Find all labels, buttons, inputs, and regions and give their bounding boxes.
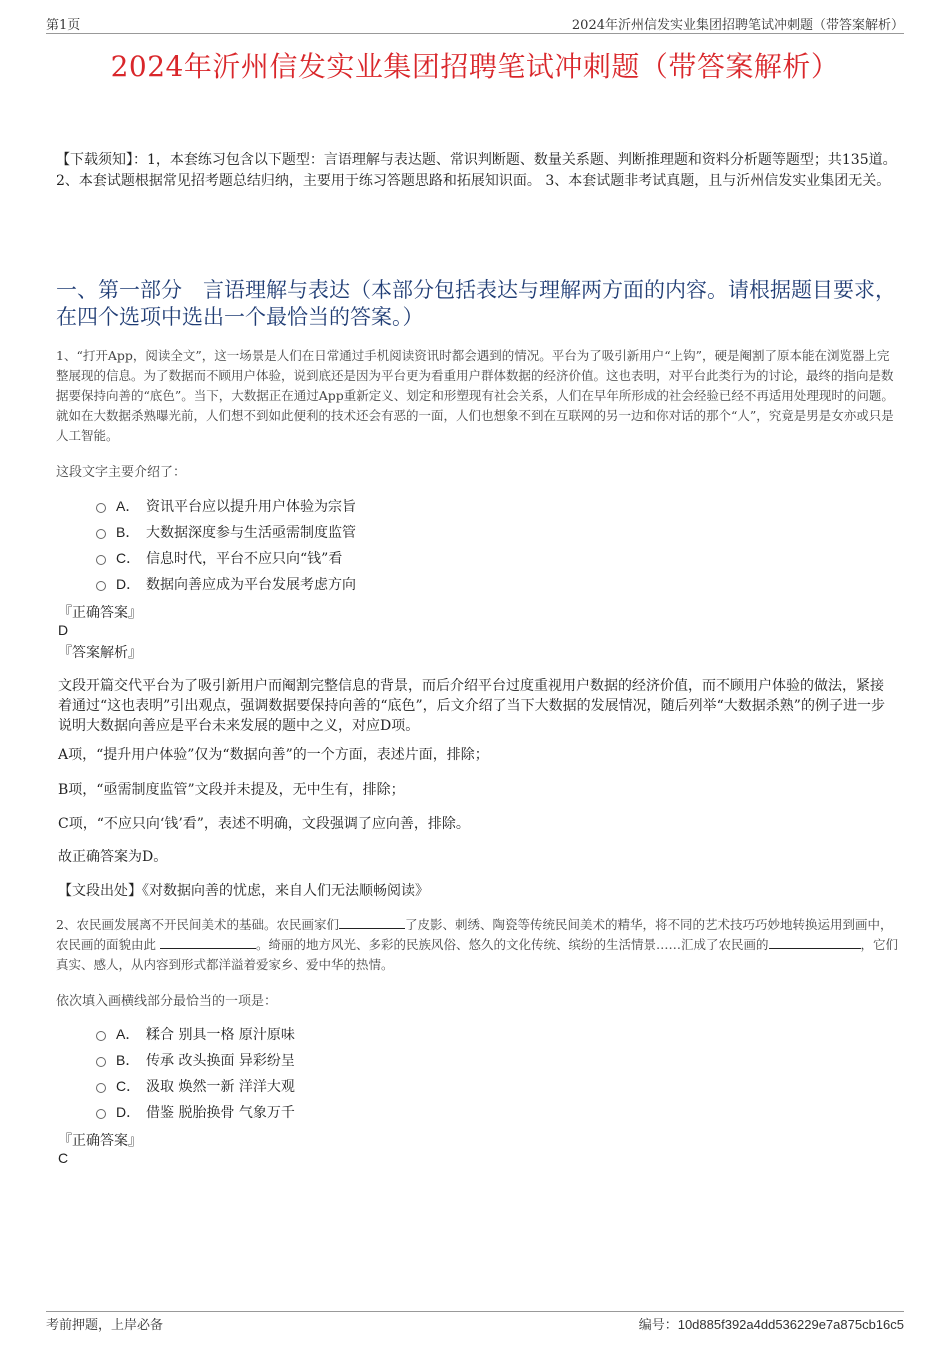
radio-icon[interactable] [96,529,106,539]
fill-blank-3[interactable] [769,936,861,949]
question-1-analysis-c: C项，“不应只向‘钱’看”，表述不明确，文段强调了应向善，排除。 [58,816,470,832]
question-2-option-a[interactable]: A． 糅合 别具一格 原汁原味 [96,1024,295,1044]
question-1-source: 【文段出处】《对数据向善的忧虑，来自人们无法顺畅阅读》 [58,883,429,899]
header-divider [46,33,904,34]
question-1-analysis-main: 文段开篇交代平台为了吸引新用户而阉割完整信息的背景，而后介绍平台过度重视用户数据的经济价值，而不顾用户体验的做法，紧接着通过“这也表明”引出观点，强调数据要保持向善的“底色”，后文介绍了当下大数据的发展情况，随后列举“大数据杀熟”的例子进一步说明大数据向善应是平台未来发展的题中之义，对应D项。 [58,678,885,734]
radio-icon[interactable] [96,1109,106,1119]
question-1-option-a[interactable]: A． 资讯平台应以提升用户体验为宗旨 [96,496,356,516]
footer-divider [46,1311,904,1312]
question-2-stem: 2、农民画发展离不开民间美术的基础。农民画家们 了皮影、刺绣、陶瓷等传统民间美术的精华，将不同的艺术技巧巧妙地转换运用到画中，农民画的面貌由此 。绮丽的地方风光、多彩的民族风俗、悠久的文化传统、缤纷的生活情景……汇成了农民画的 ，它们真实、感人，从内容到形式都洋溢着爱家乡、爱中华的热情。 [56,917,899,972]
radio-icon[interactable] [96,1031,106,1041]
section-title: 一、第一部分 言语理解与表达（本部分包括表达与理解两方面的内容。请根据题目要求，在四个选项中选出一个最恰当的答案。） [56,278,896,329]
question-1-answer-label: 『正确答案』 [58,605,142,621]
question-2-answer: C [58,1150,69,1166]
question-2-option-d[interactable]: D． 借鉴 脱胎换骨 气象万千 [96,1102,295,1122]
question-1-analysis-label: 『答案解析』 [58,645,142,661]
question-2-answer-label: 『正确答案』 [58,1133,142,1149]
document-title: 2024年沂州信发实业集团招聘笔试冲刺题（带答案解析） [110,50,840,83]
radio-icon[interactable] [96,555,106,565]
fill-blank-2[interactable] [160,936,256,949]
page-number: 第1页 [46,18,81,33]
download-notice: 【下载须知】：1，本套练习包含以下题型：言语理解与表达题、常识判断题、数量关系题、判断推理题和资料分析题等题型；共135道。 2、本套试题根据常见招考题总结归纳，主要用于练习答题思路和拓展知识面。 3、本套试题非考试真题，且与沂州信发实业集团无关。 [56,152,897,189]
question-2-prompt: 依次填入画横线部分最恰当的一项是： [56,994,278,1009]
radio-icon[interactable] [96,1083,106,1093]
question-1-conclusion: 故正确答案为D。 [58,849,168,865]
question-1-prompt: 这段文字主要介绍了： [56,465,187,480]
radio-icon[interactable] [96,1057,106,1067]
question-1-option-c[interactable]: C． 信息时代，平台不应只向“钱”看 [96,548,342,568]
question-1-analysis-b: B项，“亟需制度监管”文段并未提及，无中生有，排除； [58,782,405,798]
fill-blank-1[interactable] [339,916,405,929]
question-2-option-c[interactable]: C． 汲取 焕然一新 洋洋大观 [96,1076,295,1096]
question-1-option-b[interactable]: B． 大数据深度参与生活亟需制度监管 [96,522,356,542]
footer-code: 编号：10d885f392a4dd536229e7a875cb16c5 [638,1317,904,1333]
radio-icon[interactable] [96,503,106,513]
question-1-analysis-a: A项，“提升用户体验”仅为“数据向善”的一个方面，表述片面，排除； [58,747,489,763]
footer-slogan: 考前押题，上岸必备 [46,1318,164,1333]
radio-icon[interactable] [96,581,106,591]
question-2-option-b[interactable]: B． 传承 改头换面 异彩纷呈 [96,1050,295,1070]
running-header-title: 2024年沂州信发实业集团招聘笔试冲刺题（带答案解析） [571,18,904,33]
question-1-option-d[interactable]: D． 数据向善应成为平台发展考虑方向 [96,574,356,594]
question-1-answer: D [58,622,69,638]
question-1-stem: 1、“打开App，阅读全文”，这一场景是人们在日常通过手机阅读资讯时都会遇到的情况。平台为了吸引新用户“上钩”，硬是阉割了原本能在浏览器上完整展现的信息。为了数据而不顾用户体验，说到底还是因为平台更为看重用户群体数据的经济价值。这也表明，对平台此类行为的讨论，最终的指向是数据要保持向善的“底色”。当下，大数据正在通过App重新定义、划定和形塑现有社会关系，人们在早年所形成的社会经验已经不再适用处理现时的问题。就如在大数据杀熟曝光前，人们想不到如此便利的技术还会有恶的一面，人们也想象不到在互联网的另一边和你对话的那个“人”，究竟是男是女亦或只是人工智能。 [56,348,894,443]
